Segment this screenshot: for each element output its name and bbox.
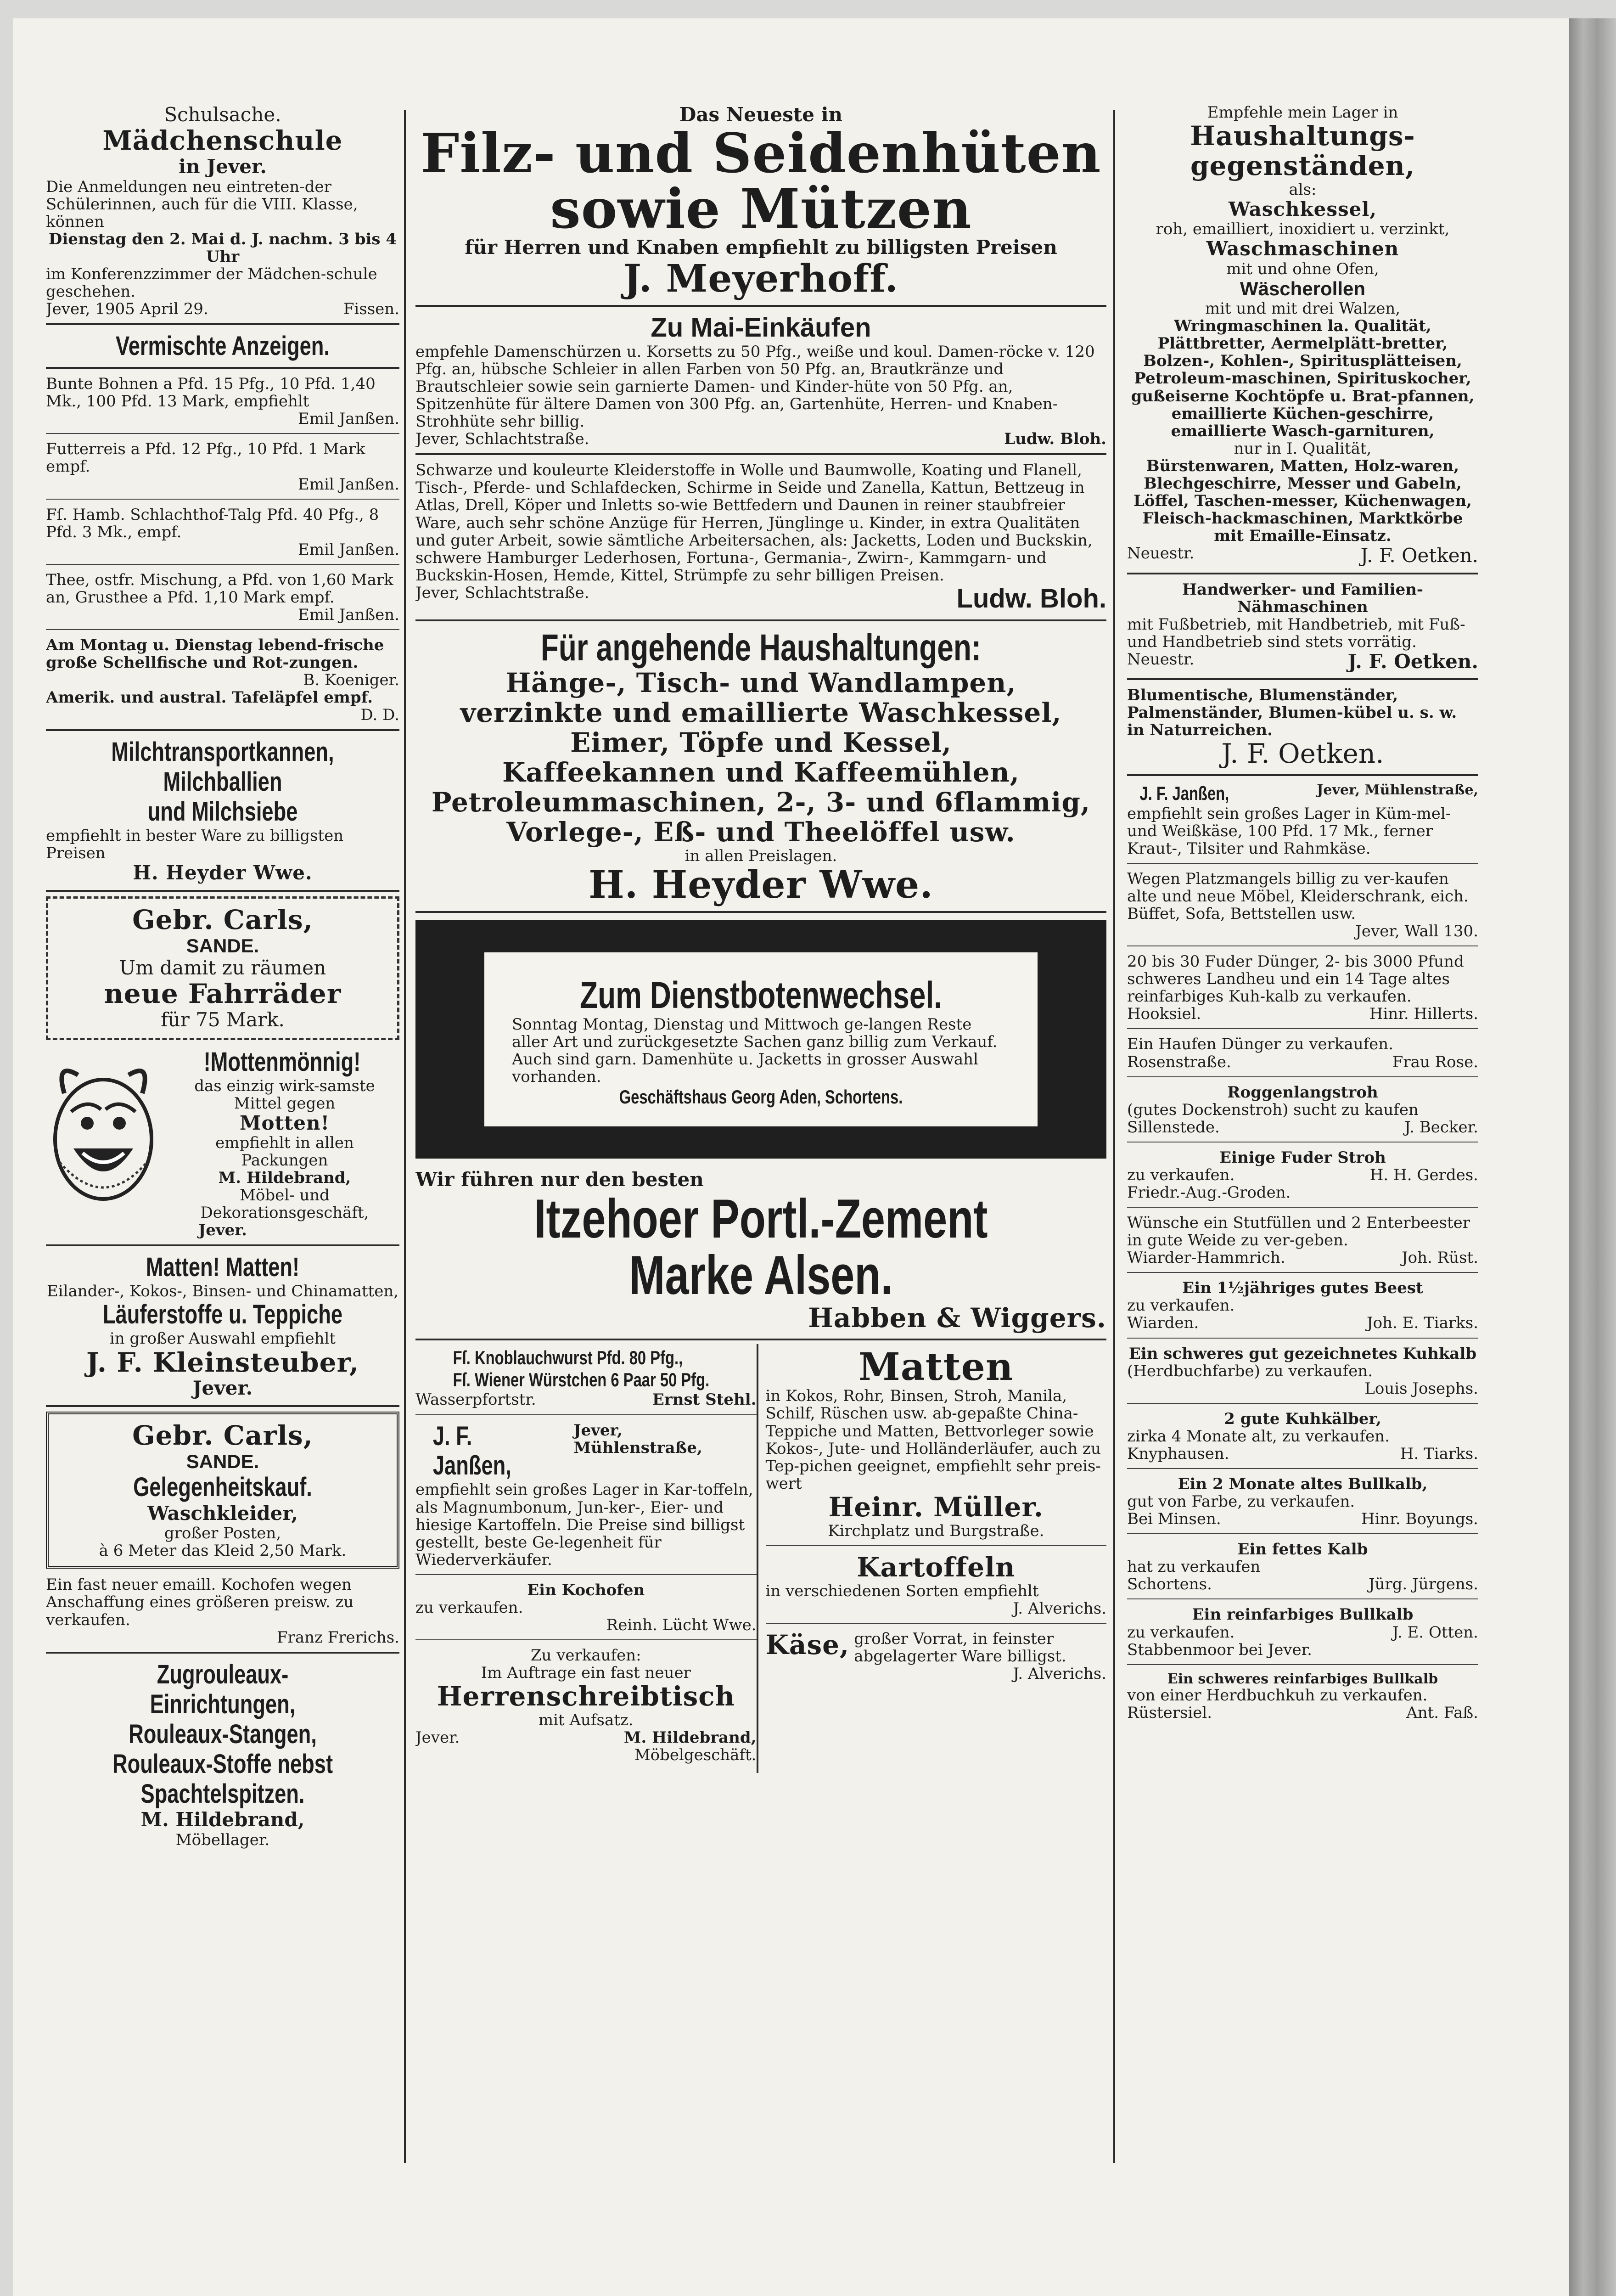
ad-kicker: Schulsache.: [164, 103, 281, 126]
ad-item-3: Eimer, Töpfe und Kessel,: [570, 727, 952, 759]
ad-body: in allen Preislagen.: [685, 847, 837, 866]
ad-headline: Ein reinfarbiges Bullkalb: [1192, 1605, 1414, 1624]
ad-headline-2: gegenständen,: [1190, 150, 1415, 182]
ad-headline: J. F. Janßen,: [432, 1421, 511, 1481]
ad-headline: Filz- und Seidenhüten: [421, 121, 1101, 186]
ad-kleinsteuber-matten: [46, 1250, 399, 1407]
ad-body: Sonntag Montag, Dienstag und Mittwoch ge-langen Reste aller Art und zurückgesetzte Sachen ganz billig zum Verkauf.: [512, 1015, 998, 1052]
ad-headline: Milchtransportkannen,: [111, 737, 334, 767]
ad-body: das einzig wirk-samste Mittel gegen: [194, 1076, 375, 1113]
ad-place: Knyphausen.: [1127, 1444, 1229, 1463]
ad-signature: Ernst Stehl.: [652, 1390, 757, 1409]
ad-aden-dienstbotenwechsel: [415, 920, 1106, 1159]
ad-signature: J. F. Oetken.: [1360, 544, 1478, 567]
ad-body: 20 bis 30 Fuder Dünger, 2- bis 3000 Pfund schweres Landheu und ein 14 Tage altes reinfarbiges Kuh-kalb zu verkaufen.: [1127, 952, 1464, 1006]
ad-otten-bullkalb: [1127, 1603, 1478, 1665]
ad-body-3: mit und ohne Ofen,: [1226, 259, 1379, 278]
ad-body: von einer Herdbuchkuh zu verkaufen.: [1127, 1686, 1428, 1705]
ad-signature: H. Heyder Wwe.: [589, 863, 933, 907]
ad-tiarks-beest: [1127, 1277, 1478, 1338]
ad-subline: SANDE.: [186, 1450, 259, 1472]
ad-signature: Emil Janßen.: [298, 410, 399, 428]
ad-headline-3: und Milchsiebe: [147, 797, 298, 827]
ad-headline: Itzehoer Portl.-Zement Marke Alsen.: [534, 1188, 988, 1306]
ad-item-list: Wringmaschinen la. Qualität, Plättbretter, Aermelplätt-bretter, Bolzen-, Kohlen-, Spiritusplätteisen, Petroleum-maschinen, Spirituskocher, gußeiserne Kochtöpfe u. Brat-pfannen, emaillierte Küchen-geschirre, emaillierte Wasch-garnituren,: [1131, 317, 1475, 440]
ad-body-2: empfiehlt in allen Packungen: [215, 1133, 354, 1170]
ad-signature: B. Koeniger.: [303, 671, 399, 690]
ad-headline: Ein 2 Monate altes Bullkalb,: [1178, 1475, 1428, 1494]
ad-body: Eilander-, Kokos-, Binsen- und Chinamatten,: [46, 1282, 399, 1301]
ad-bloh-kleiderstoffe: [415, 459, 1106, 621]
ad-signature: H. Heyder Wwe.: [133, 861, 313, 884]
ad-janssen-kartoffeln: [415, 1419, 757, 1575]
ad-maedchenschule: [46, 101, 399, 325]
ad-body-2: in großer Auswahl empfiehlt: [109, 1329, 336, 1348]
ad-headline: Kartoffeln: [857, 1551, 1016, 1583]
ad-signature-2: D. D.: [360, 706, 399, 725]
ad-signature: Hinr. Hillerts.: [1369, 1005, 1478, 1024]
split-right: [757, 1344, 1107, 1773]
ad-body: Wegen Platzmangels billig zu ver-kaufen alte und neue Möbel, Kleiderschrank, eich. Büffet, Sofa, Bettstellen usw.: [1127, 869, 1469, 923]
ad-body: Ein Haufen Dünger zu verkaufen.: [1127, 1035, 1394, 1054]
ad-place: Bei Minsen.: [1127, 1510, 1221, 1529]
ad-item: Waschkleider,: [147, 1502, 298, 1525]
ad-signature: Frau Rose.: [1392, 1052, 1478, 1071]
ad-headline-2: Läuferstoffe u. Teppiche: [103, 1300, 342, 1330]
ad-headline: Zu Mai-Einkäufen: [651, 312, 871, 343]
ad-body: (gutes Dockenstroh) sucht zu kaufen: [1127, 1100, 1419, 1119]
ad-meyerhoff: [415, 101, 1106, 307]
column-right: [1127, 101, 1478, 2186]
ad-rouleaux: [46, 1657, 399, 1854]
ad-headline: !Mottenmönnig!: [203, 1047, 361, 1077]
ad-oetken-naehmaschinen: [1127, 578, 1478, 681]
ad-talg: [46, 503, 399, 565]
ad-headline: Handwerker- und Familien-Nähmaschinen: [1182, 580, 1424, 616]
ad-bohnen: [46, 372, 399, 434]
ad-item-1: Hänge-, Tisch- und Wandlampen,: [505, 667, 1016, 699]
column-left: [46, 101, 399, 2186]
ad-body-2: mit Aufsatz.: [538, 1711, 634, 1730]
ad-headline: Fſ. Knoblauchwurst Pfd. 80 Pfg.,: [453, 1346, 683, 1368]
ad-place-date: Jever, 1905 April 29.: [46, 300, 208, 319]
ad-item-2: verzinkte und emaillierte Waschkessel,: [460, 697, 1062, 729]
column-middle: [415, 101, 1106, 2186]
column-rule-1: [404, 110, 406, 2163]
ad-subline: SANDE.: [186, 934, 259, 957]
ad-body: zu verkaufen.: [1127, 1165, 1235, 1184]
ad-body: Im Auftrage ein fast neuer: [481, 1664, 691, 1683]
ad-fass-bullkalb: [1127, 1669, 1478, 1728]
ad-address: Neuestr.: [1127, 544, 1195, 563]
split-left: [415, 1344, 757, 1773]
ad-business: Möbel- und Dekorationsgeschäft,: [200, 1186, 369, 1222]
ad-body: hat zu verkaufen: [1127, 1558, 1261, 1576]
ad-milchkannen: [46, 735, 399, 891]
ad-signature: Geschäftshaus Georg Aden, Schortens.: [619, 1086, 903, 1108]
ad-headline: Zum Dienstbotenwechsel.: [580, 974, 942, 1016]
ad-becker-roggen: [1127, 1081, 1478, 1142]
ad-split-row: [415, 1344, 1106, 1773]
ad-place: Wiarden.: [1127, 1314, 1199, 1333]
ad-business: Möbelgeschäft.: [634, 1746, 757, 1765]
ad-kicker: Wir führen nur den besten: [415, 1168, 704, 1191]
ad-body: Thee, ostfr. Mischung, a Pfd. von 1,60 Mark an, Grusthee a Pfd. 1,10 Mark empf.: [46, 570, 393, 607]
ad-body: zu verkaufen.: [1127, 1296, 1235, 1315]
ad-date: Dienstag den 2. Mai d. J. nachm. 3 bis 4 Uhr: [48, 230, 397, 266]
ad-signature: M. Hildebrand,: [623, 1728, 757, 1747]
ad-signature: Emil Janßen.: [298, 605, 399, 624]
ad-carls-fahrraeder: [46, 896, 399, 1040]
ad-body: für Herren und Knaben empfiehlt zu billigsten Preisen: [465, 236, 1057, 259]
ad-heyder-haushaltungen: [415, 625, 1106, 913]
ad-place: Jever, Schlachtstraße.: [415, 583, 589, 602]
ad-body: Um damit zu räumen: [119, 957, 326, 979]
ad-offer: Gelegenheitskauf.: [133, 1472, 312, 1502]
ad-signature: Fissen.: [343, 300, 399, 319]
ad-place: Schortens.: [1127, 1575, 1212, 1594]
ad-boyungs-bullkalb: [1127, 1473, 1478, 1534]
ad-body: gut von Farbe, zu verkaufen.: [1127, 1492, 1355, 1511]
ad-alverichs-kaese: [766, 1627, 1107, 1688]
ad-body: empfiehlt sein großes Lager in Kar-toffeln, als Magnumbonum, Jun-ker-, Eier- und hiesige Kartoffeln. Die Preise sind billigst gestellt, beste Ge-legenheit für Wiederverkäufer.: [415, 1480, 753, 1569]
ad-signature: Ant. Faß.: [1406, 1704, 1478, 1722]
ad-body: (Herdbuchfarbe) zu verkaufen.: [1127, 1362, 1373, 1380]
ad-body: in verschiedenen Sorten empfiehlt: [765, 1581, 1039, 1600]
ad-stehl-wurst: [415, 1344, 757, 1415]
ad-ruest-weide: [1127, 1211, 1478, 1273]
ad-body: Fſ. Hamb. Schlachthof-Talg Pfd. 40 Pfg., 8 Pfd. 3 Mk., empf.: [46, 505, 379, 541]
ad-place: Rosenstraße.: [1127, 1052, 1231, 1071]
ad-place: Wasserpfortstr.: [415, 1390, 536, 1409]
ad-headline: Ein 1½jähriges gutes Beest: [1182, 1279, 1423, 1298]
ad-signature: Franz Frerichs.: [276, 1628, 399, 1647]
ad-tiarks-kaelber: [1127, 1407, 1478, 1469]
ad-body: als:: [1289, 180, 1317, 199]
ad-place: Hooksiel.: [1127, 1005, 1201, 1024]
ad-kochofen: [46, 1573, 399, 1653]
ad-janssen-kaese: [1127, 780, 1478, 864]
ad-kicker: Zu verkaufen:: [530, 1646, 641, 1665]
ad-signature: J. F. Oetken.: [1221, 738, 1384, 770]
ad-item-5: Petroleummaschinen, 2-, 3- und 6flammig,: [431, 787, 1091, 818]
ad-signature: Jürg. Jürgens.: [1369, 1575, 1478, 1594]
ad-signature: M. Hildebrand,: [218, 1169, 351, 1187]
ad-body: großer Vorrat, in feinster abgelagerter Ware billigst.: [854, 1630, 1066, 1666]
ad-body: zirka 4 Monate alt, zu verkaufen.: [1127, 1427, 1390, 1446]
ad-body-2: Auch sind garn. Damenhüte u. Jacketts in grosser Auswahl vorhanden.: [512, 1050, 978, 1086]
ad-oetken-haushalt: [1127, 101, 1478, 574]
ad-headline-2: Rouleaux-Stangen,: [129, 1719, 317, 1749]
ad-place: Jever.: [192, 1377, 253, 1400]
ad-place: Sillenstede.: [1127, 1118, 1220, 1137]
ad-headline: Zugrouleaux-Einrichtungen,: [150, 1659, 296, 1719]
ad-oetken-blumen: [1127, 684, 1478, 776]
ad-hillerts-duenger: [1127, 950, 1478, 1029]
ad-kicker: Das Neueste in: [679, 103, 843, 126]
ad-headline: Gebr. Carls,: [132, 1419, 313, 1451]
ad-body: empfiehlt sein großes Lager in Küm-mel- und Weißkäse, 100 Pfd. 17 Mk., ferner Kraut-, Tilsiter und Rahmkäse.: [1127, 804, 1451, 858]
ad-signature: Jever, Wall 130.: [1355, 922, 1478, 941]
ad-signature: J. E. Otten.: [1392, 1623, 1478, 1642]
page-stack-edge: [1569, 18, 1616, 2296]
ad-headline-2: Fſ. Wiener Würstchen 6 Paar 50 Pfg.: [453, 1369, 710, 1391]
ad-body-2: im Konferenzzimmer der Mädchen-schule geschehen.: [46, 264, 377, 301]
ad-body: Wünsche ein Stutfüllen und 2 Enterbeester in gute Weide zu ver-geben.: [1127, 1214, 1470, 1250]
ad-body: in Kokos, Rohr, Binsen, Stroh, Manila, Schilf, Rüschen usw. ab-gepaßte China-Teppiche und Matten, Bettvorleger sowie Kokos-, Jute- und Holländerläufer, auch zu Tep-pichen geeignet, empfiehlt sehr preis-wert: [765, 1387, 1101, 1493]
ad-place: Rüstersiel.: [1127, 1704, 1212, 1722]
ad-kicker: Empfehle mein Lager in: [1207, 103, 1398, 122]
ad-signature: Ludw. Bloh.: [1004, 430, 1106, 449]
ad-headline: Roggenlangstroh: [1227, 1083, 1378, 1102]
ad-signature: J. Alverichs.: [1013, 1665, 1106, 1683]
ad-signature: J. F. Oetken.: [1347, 650, 1478, 673]
ad-body-2: Amerik. und austral. Tafeläpfel empf.: [46, 688, 373, 707]
column-rule-2: [1113, 110, 1115, 2163]
section-title: Vermischte Anzeigen.: [116, 331, 330, 361]
ad-signature: Hinr. Boyungs.: [1361, 1510, 1478, 1529]
ad-mottenkoenig: [46, 1045, 399, 1247]
ad-mueller-matten: [766, 1344, 1107, 1546]
ad-josephs-kuhkalb: [1127, 1342, 1478, 1404]
ad-item-2: Waschmaschinen: [1206, 237, 1399, 260]
ad-headline: Matten! Matten!: [146, 1252, 300, 1283]
ad-signature: Louis Josephs.: [1364, 1379, 1478, 1398]
ad-headline-4: Spachtelspitzen.: [140, 1778, 305, 1809]
laughing-face-illustration: [46, 1057, 161, 1208]
ad-headline: Ein schweres gut gezeichnetes Kuhkalb: [1128, 1344, 1477, 1363]
ad-signature: Joh. E. Tiarks.: [1367, 1314, 1478, 1333]
ad-headline: Ein schweres reinfarbiges Bullkalb: [1167, 1671, 1438, 1687]
ad-place: Jever.: [198, 1221, 247, 1240]
ad-zement: [415, 1166, 1106, 1340]
ad-bloh-mai: [415, 310, 1106, 455]
ad-body: empfiehlt in bester Ware zu billigsten Preisen: [46, 827, 344, 863]
ad-body-4: mit und mit drei Walzen,: [1205, 299, 1401, 318]
ad-body: zu verkaufen.: [415, 1598, 523, 1617]
ad-headline: Käse,: [765, 1629, 850, 1661]
ad-signature: J. Meyerhoff.: [623, 257, 898, 301]
ad-price: für 75 Mark.: [161, 1008, 285, 1031]
ad-place: Stabbenmoor bei Jever.: [1127, 1640, 1312, 1659]
ad-body: Bunte Bohnen a Pfd. 15 Pfg., 10 Pfd. 1,40 Mk., 100 Pfd. 13 Mark, empfiehlt: [46, 375, 376, 411]
ad-luecht-kochofen: [415, 1579, 757, 1640]
ad-body: Schwarze und kouleurte Kleiderstoffe in Wolle und Baumwolle, Koating und Flanell, Tisch-, Pferde- und Schlafdecken, Schirme in Seide und Zanella, Kattun, Bettzeug in Atlas, Drell, Köper und Inletts so-wie Bettfedern und Daunen in reiner staubfreier Ware, auch sehr schöne Anzüge für Herren, Jünglinge u. Kinder, in extra Qualitäten und guter Arbeit, sowie sämtliche Arbeitersachen, als: Jacketts, Loden und Buckskin, schwere Hamburger Lederhosen, Fortuna-, Germania-, Zwirn-, Kammgarn- und Buckskin-Hosen, Hemde, Kittel, Strümpfe zu sehr billigen Preisen.: [415, 461, 1093, 585]
section-vermischte: [46, 329, 399, 369]
ad-body: Futterreis a Pfd. 12 Pfg., 10 Pfd. 1 Mark empf.: [46, 440, 365, 476]
ad-signature: H. H. Gerdes.: [1369, 1165, 1478, 1184]
ad-headline: Ein Kochofen: [527, 1581, 645, 1599]
ad-hildebrand-schreibtisch: [415, 1644, 757, 1769]
ad-thee: [46, 568, 399, 630]
ad-signature: Heinr. Müller.: [828, 1491, 1044, 1523]
ad-body: Die Anmeldungen neu eintreten-der Schülerinnen, auch für die VIII. Klasse, können: [46, 177, 358, 231]
ad-item-6: Vorlege-, Eß- und Theelöffel usw.: [506, 816, 1016, 848]
ad-item-list-2: Bürstenwaren, Matten, Holz-waren, Blechgeschirre, Messer und Gabeln, Löffel, Taschen-messer, Küchenwagen, Fleisch-hackmaschinen, Marktkörbe mit Emaille-Einsatz.: [1133, 456, 1472, 546]
ad-headline-3: Rouleaux-Stoffe nebst: [112, 1749, 333, 1779]
ad-quality: nur in I. Qualität,: [1234, 439, 1372, 458]
ad-headline: Für angehende Haushaltungen:: [540, 626, 982, 669]
ad-headline-2: Milchballien: [163, 767, 282, 797]
ad-futterreis: [46, 438, 399, 499]
ad-juergens-kalb: [1127, 1538, 1478, 1599]
ad-headline: Matten: [858, 1345, 1014, 1389]
ad-offer: neue Fahrräder: [104, 978, 342, 1010]
ad-body: Am Montag u. Dienstag lebend-frische große Schellfische und Rot-zungen.: [46, 636, 384, 672]
ad-signature: J. Becker.: [1404, 1118, 1478, 1137]
ad-body: Ein fast neuer emaill. Kochofen wegen Anschaffung eines größeren preisw. zu verkaufen.: [46, 1576, 354, 1629]
ad-headline: Ein fettes Kalb: [1237, 1540, 1368, 1559]
ad-signature: J. F. Kleinsteuber,: [86, 1346, 359, 1378]
ad-carls-waschkleider: [46, 1412, 399, 1569]
ad-business: Möbellager.: [175, 1830, 270, 1849]
ad-headline: 2 gute Kuhkälber,: [1224, 1409, 1381, 1428]
ad-body: mit Fußbetrieb, mit Handbetrieb, mit Fuß- und Handbetrieb sind stets vorrätig.: [1127, 615, 1465, 651]
ad-signature: Habben & Wiggers.: [808, 1302, 1106, 1334]
ad-headline: J. F. Janßen,: [1139, 782, 1229, 805]
ad-place: Jever.: [415, 1728, 460, 1747]
ad-item-4: Kaffeekannen und Kaffeemühlen,: [502, 757, 1020, 788]
ad-place: Friedr.-Aug.-Groden.: [1127, 1183, 1291, 1202]
ad-place: Wiarder-Hammrich.: [1127, 1249, 1285, 1267]
ad-address: Jever, Mühlenstraße,: [1317, 782, 1478, 799]
ad-address: Neuestr.: [1127, 650, 1195, 669]
ad-signature: Ludw. Bloh.: [956, 583, 1106, 613]
ad-place: Jever, Schlachtstraße.: [415, 430, 589, 449]
ad-body: Blumentische, Blumenständer, Palmenständer, Blumen-kübel u. s. w. in Naturreichen.: [1127, 686, 1457, 740]
ad-headline: Gebr. Carls,: [132, 904, 313, 935]
ad-keyword: Motten!: [240, 1111, 330, 1134]
ad-signature: Joh. Rüst.: [1401, 1249, 1478, 1267]
ad-schellfische: [46, 634, 399, 731]
ad-subline: in Jever.: [179, 155, 267, 178]
ad-headline: Herrenschreibtisch: [437, 1681, 735, 1712]
ad-moebel: [1127, 867, 1478, 946]
ad-headline-2: sowie Mützen: [550, 176, 972, 241]
ad-headline: Haushaltungs-: [1190, 120, 1415, 152]
ad-signature: H. Tiarks.: [1400, 1444, 1478, 1463]
ad-signature: J. Alverichs.: [1013, 1599, 1106, 1618]
ad-item-1: Waschkessel,: [1229, 198, 1377, 221]
ad-body: zu verkaufen.: [1127, 1623, 1235, 1642]
ad-headline: Einige Fuder Stroh: [1219, 1148, 1386, 1167]
ad-body-2: roh, emailliert, inoxidiert u. verzinkt,: [1156, 220, 1450, 239]
ad-item-3: Wäscherollen: [1240, 277, 1366, 299]
ad-price: à 6 Meter das Kleid 2,50 Mark.: [99, 1542, 347, 1560]
ad-address: Kirchplatz und Burgstraße.: [828, 1521, 1044, 1540]
ad-alverichs-kartoffeln: [766, 1550, 1107, 1624]
ad-signature: Reinh. Lücht Wwe.: [606, 1615, 757, 1634]
ad-rose-duenger: [1127, 1033, 1478, 1077]
ad-body: großer Posten,: [164, 1524, 281, 1543]
ad-gerdes-stroh: [1127, 1146, 1478, 1208]
ad-signature: M. Hildebrand,: [140, 1808, 305, 1831]
ad-signature: Emil Janßen.: [298, 540, 399, 559]
ad-address: Jever, Mühlenstraße,: [573, 1421, 702, 1457]
ad-headline: Mädchenschule: [102, 125, 343, 157]
ad-body: empfehle Damenschürzen u. Korsetts zu 50 Pfg., weiße und koul. Damen-röcke v. 120 Pfg. an, hübsche Schleier in allen Farben von 50 Pfg. an, Brautkränze und Brautschleier sowie sein garnierte Damen- und Kinder-hüte von 50 Pfg. an, Spitzenhüte für ältere Damen von 300 Pfg. an, Gartenhüte, Herren- und Knaben-Strohhüte sehr billig.: [415, 342, 1095, 431]
ad-signature: Emil Janßen.: [298, 475, 399, 494]
